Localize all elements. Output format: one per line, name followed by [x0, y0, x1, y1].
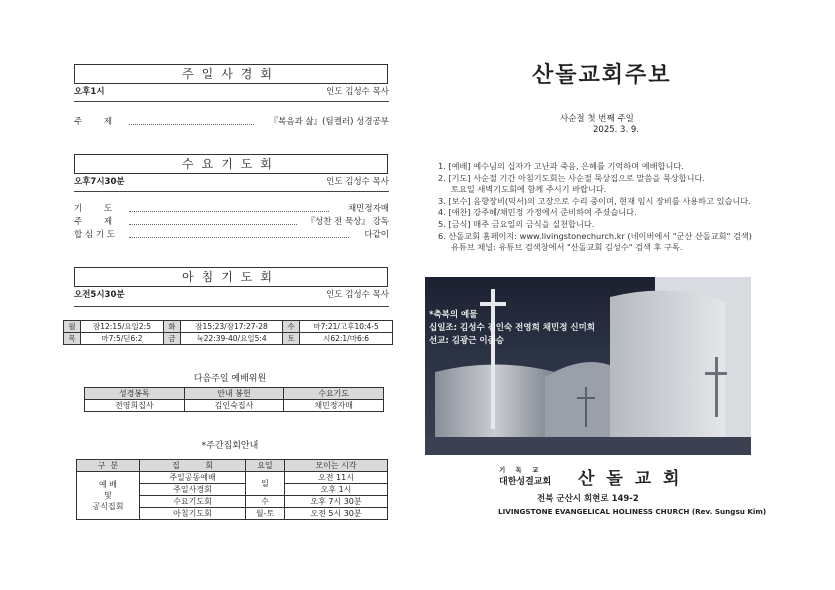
topic-label: 주 제 — [74, 217, 113, 227]
morning-header — [74, 289, 389, 301]
offering-heading: *축복의 예물 — [429, 310, 478, 320]
table-row — [85, 388, 384, 400]
header-cell: 요일 — [246, 460, 285, 472]
topic-label: 주 제 — [74, 117, 113, 127]
weekly-meetings-table — [76, 459, 388, 520]
header-cell: 집 회 — [140, 460, 246, 472]
dot-leader — [129, 229, 349, 238]
church-address: 전북 군산시 회현로 149-2 — [537, 494, 639, 504]
day-cell: 월 — [64, 321, 81, 333]
reading-cell: 시62:1/마6:6 — [300, 333, 393, 345]
reading-cell: 마7:5/딛6:2 — [81, 333, 164, 345]
time-cell: 오후 1시 — [285, 484, 388, 496]
wednesday-leader: 인도 김성수 목사 — [326, 177, 389, 187]
wednesday-choir: 다같이 — [364, 230, 389, 240]
reading-cell: 잠12:15/요일2:5 — [81, 321, 164, 333]
divider — [74, 101, 389, 102]
header-cell: 모이는 시각 — [285, 460, 388, 472]
meeting-cell: 주일사경회 — [140, 484, 246, 496]
reading-cell: 마7:21/고후10:4-5 — [300, 321, 393, 333]
header-cell: 안내 봉헌 — [184, 388, 284, 400]
wednesday-prayer-person: 채민정자매 — [347, 204, 389, 214]
table-row — [64, 333, 393, 345]
day-cell: 수 — [246, 496, 285, 508]
sunday-study-title: 주일사경회 — [74, 64, 388, 84]
time-cell: 오후 7시 30분 — [285, 496, 388, 508]
bible-reading-schedule — [63, 320, 393, 345]
dot-leader — [129, 116, 254, 125]
offering-box — [429, 309, 595, 348]
announcement-item: 1. [예배] 예수님의 십자가 고난과 죽음, 은혜를 기억하며 예배합니다. — [438, 161, 684, 171]
wednesday-header — [74, 176, 389, 188]
wednesday-time: 오후7시30분 — [74, 177, 125, 187]
meeting-cell: 아침기도회 — [140, 508, 246, 520]
wednesday-choir-row — [74, 229, 389, 241]
divider — [74, 306, 389, 307]
header-cell: 구 분 — [77, 460, 140, 472]
table-row — [77, 472, 388, 484]
header-cell: 수요기도 — [284, 388, 384, 400]
time-cell: 오전 11시 — [285, 472, 388, 484]
church-building-image — [425, 277, 751, 455]
day-cell: 목 — [64, 333, 81, 345]
sunday-study-leader: 인도 김성수 목사 — [326, 87, 389, 97]
wednesday-topic-row — [74, 216, 389, 228]
value-cell: 김인숙집사 — [184, 400, 284, 412]
table-row — [85, 400, 384, 412]
church-name: 산 돌 교 회 — [578, 469, 683, 489]
dot-leader — [129, 203, 329, 212]
bulletin-date: 2025. 3. 9. — [593, 125, 639, 135]
day-cell: 토 — [283, 333, 300, 345]
next-week-title: 다음주일 예배위원 — [193, 374, 267, 384]
value-cell: 채민정자매 — [284, 400, 384, 412]
wednesday-prayer-title: 수요기도회 — [74, 154, 388, 174]
announcements — [438, 161, 752, 254]
bulletin-subtitle: 사순절 첫 번째 주일 — [560, 114, 634, 124]
church-photo — [425, 277, 751, 455]
sunday-study-time: 오후1시 — [74, 87, 105, 97]
sunday-study-topic-row — [74, 116, 389, 128]
announcement-item: 토요일 새벽기도회에 함께 주시기 바랍니다. — [438, 184, 607, 195]
morning-time: 오전5시30분 — [74, 290, 125, 300]
wednesday-topic: 『성찬 전 묵상』 강독 — [306, 217, 389, 227]
day-cell: 화 — [163, 321, 180, 333]
reading-cell: 눅22:39-40/요일5:4 — [180, 333, 282, 345]
offering-tithe: 십일조: 김성수 김인숙 전영희 채민정 신미희 — [429, 323, 595, 333]
announcement-item: 2. [기도] 사순절 기간 아침기도회는 사순절 묵상집으로 말씀을 묵상합니다. — [438, 172, 705, 183]
value-cell: 전영희집사 — [85, 400, 185, 412]
divider — [74, 191, 389, 192]
time-cell: 오전 5시 30분 — [285, 508, 388, 520]
morning-leader: 인도 김성수 목사 — [326, 290, 389, 300]
table-row — [77, 460, 388, 472]
group-cell: 예 배 및 공식집회 — [77, 472, 140, 520]
day-cell: 일 — [246, 472, 285, 496]
morning-prayer-title: 아침기도회 — [74, 267, 388, 287]
announcement-item: 4. [애찬] 강주혜/채민정 가정에서 준비하여 주셨습니다. — [438, 207, 637, 218]
dot-leader — [129, 216, 297, 225]
church-english-name: LIVINGSTONE EVANGELICAL HOLINESS CHURCH (Rev. Sungsu Kim) — [498, 507, 767, 516]
prayer-label: 기 도 — [74, 204, 113, 214]
day-cell: 금 — [163, 333, 180, 345]
announcement-item: 5. [금식] 매주 금요일의 금식을 실천합니다. — [438, 218, 595, 229]
weekly-title: *주간집회안내 — [201, 441, 259, 451]
announcement-item: 3. [보수] 음향장비(믹서)의 고장으로 수리 중이며, 현재 임시 장비를 사용하고 있습니다. — [438, 195, 751, 206]
wednesday-prayer-row — [74, 203, 389, 215]
next-week-table — [84, 387, 384, 412]
sunday-study-header — [74, 86, 389, 98]
bulletin-title: 산돌교회주보 — [532, 63, 672, 88]
meeting-cell: 주일공동예배 — [140, 472, 246, 484]
announcement-item: 6. 산돌교회 홈페이지: www.livingstonechurch.kr (네이버에서 "군산 산돌교회" 검색) — [438, 230, 752, 241]
meeting-cell: 수요기도회 — [140, 496, 246, 508]
denomination-top: 기 독 교 — [499, 466, 543, 474]
reading-cell: 잠15:23/잠17:27-28 — [180, 321, 282, 333]
announcement-item: 유튜브 채널: 유튜브 검색창에서 "산돌교회 김성수" 검색 후 구독. — [438, 242, 683, 253]
table-row — [64, 321, 393, 333]
denomination: 대한성결교회 — [499, 477, 552, 487]
sunday-study-topic: 『복음과 삶』(팀켈러) 성경공부 — [269, 117, 389, 127]
offering-mission: 선교: 김광근 이준승 — [429, 336, 505, 346]
day-cell: 월-토 — [246, 508, 285, 520]
choir-label: 합 심 기 도 — [74, 230, 115, 240]
day-cell: 수 — [283, 321, 300, 333]
header-cell: 성경봉독 — [85, 388, 185, 400]
